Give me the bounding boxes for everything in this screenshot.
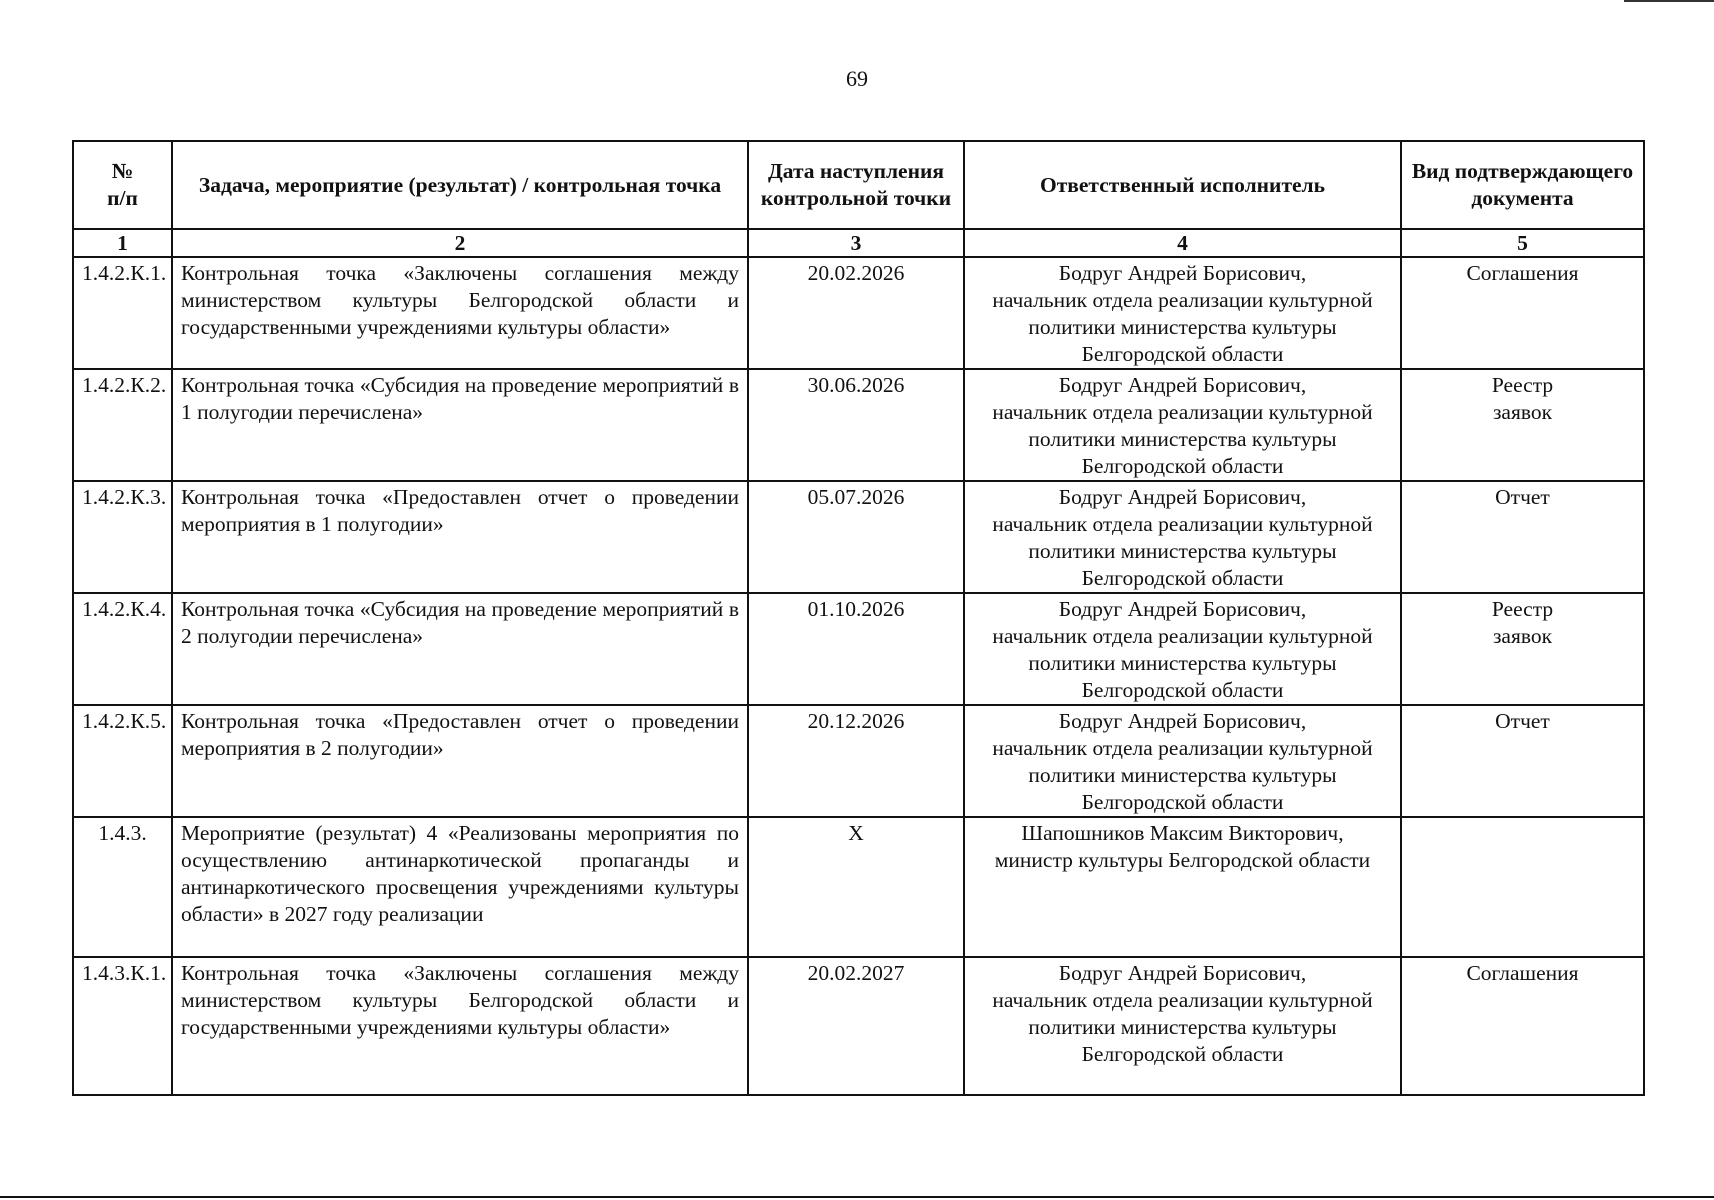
row-date: 30.06.2026 xyxy=(748,369,964,481)
row-number: 1.4.2.К.4. xyxy=(73,593,172,705)
row-doc-type: Реестр заявок xyxy=(1401,369,1644,481)
header-num: № п/п xyxy=(73,141,172,229)
row-doc-type xyxy=(1401,817,1644,957)
row-doc-type: Соглашения xyxy=(1401,957,1644,1095)
table-row xyxy=(73,817,1644,957)
column-number-row xyxy=(73,229,1644,257)
row-number: 1.4.2.К.1. xyxy=(73,257,172,369)
row-task: Контрольная точка «Субсидия на проведение мероприятий в 2 полугодии перечислена» xyxy=(172,593,748,705)
row-responsible: Бодруг Андрей Борисович, начальник отдела реализации культурной политики министерства культуры Белгородской области xyxy=(964,481,1401,593)
table-row xyxy=(73,257,1644,369)
row-date: 20.12.2026 xyxy=(748,705,964,817)
row-date: 20.02.2027 xyxy=(748,957,964,1095)
header-task: Задача, мероприятие (результат) / контрольная точка xyxy=(172,141,748,229)
row-doc-type: Реестр заявок xyxy=(1401,593,1644,705)
row-doc-type: Отчет xyxy=(1401,481,1644,593)
row-date: X xyxy=(748,817,964,957)
row-date: 01.10.2026 xyxy=(748,593,964,705)
table-header-row xyxy=(73,141,1644,229)
row-number: 1.4.2.К.5. xyxy=(73,705,172,817)
row-doc-type: Соглашения xyxy=(1401,257,1644,369)
page-number: 69 xyxy=(846,66,868,91)
row-task: Контрольная точка «Заключены соглашения между министерством культуры Белгородской области и государственными учреждениями культуры области» xyxy=(172,257,748,369)
control-points-table xyxy=(72,140,1645,1096)
header-doc-type: Вид подтверждающего документа xyxy=(1401,141,1644,229)
bottom-edge-rule xyxy=(0,1196,1714,1198)
table-row xyxy=(73,957,1644,1095)
row-doc-type: Отчет xyxy=(1401,705,1644,817)
header-responsible: Ответственный исполнитель xyxy=(964,141,1401,229)
row-number: 1.4.2.К.2. xyxy=(73,369,172,481)
row-task: Контрольная точка «Заключены соглашения между министерством культуры Белгородской области и государственными учреждениями культуры области» xyxy=(172,957,748,1095)
column-number: 5 xyxy=(1401,229,1644,257)
row-responsible: Бодруг Андрей Борисович, начальник отдела реализации культурной политики министерства культуры Белгородской области xyxy=(964,957,1401,1095)
column-number: 4 xyxy=(964,229,1401,257)
row-responsible: Бодруг Андрей Борисович, начальник отдела реализации культурной политики министерства культуры Белгородской области xyxy=(964,369,1401,481)
row-responsible: Бодруг Андрей Борисович, начальник отдела реализации культурной политики министерства культуры Белгородской области xyxy=(964,705,1401,817)
column-number: 1 xyxy=(73,229,172,257)
row-date: 20.02.2026 xyxy=(748,257,964,369)
table-row xyxy=(73,705,1644,817)
column-number: 3 xyxy=(748,229,964,257)
row-task: Контрольная точка «Предоставлен отчет о проведении мероприятия в 2 полугодии» xyxy=(172,705,748,817)
header-date: Дата наступления контрольной точки xyxy=(748,141,964,229)
table-row xyxy=(73,369,1644,481)
table-row xyxy=(73,593,1644,705)
row-responsible: Бодруг Андрей Борисович, начальник отдела реализации культурной политики министерства культуры Белгородской области xyxy=(964,593,1401,705)
top-edge-rule xyxy=(1624,0,1714,2)
row-date: 05.07.2026 xyxy=(748,481,964,593)
table-row xyxy=(73,481,1644,593)
row-number: 1.4.2.К.3. xyxy=(73,481,172,593)
row-task: Контрольная точка «Субсидия на проведение мероприятий в 1 полугодии перечислена» xyxy=(172,369,748,481)
row-number: 1.4.3. xyxy=(73,817,172,957)
row-responsible: Бодруг Андрей Борисович, начальник отдела реализации культурной политики министерства культуры Белгородской области xyxy=(964,257,1401,369)
column-number: 2 xyxy=(172,229,748,257)
row-responsible: Шапошников Максим Викторович, министр культуры Белгородской области xyxy=(964,817,1401,957)
row-task: Мероприятие (результат) 4 «Реализованы мероприятия по осуществлению антинаркотической пропаганды и антинаркотического просвещения учреждениями культуры области» в 2027 году реализации xyxy=(172,817,748,957)
row-task: Контрольная точка «Предоставлен отчет о проведении мероприятия в 1 полугодии» xyxy=(172,481,748,593)
row-number: 1.4.3.К.1. xyxy=(73,957,172,1095)
